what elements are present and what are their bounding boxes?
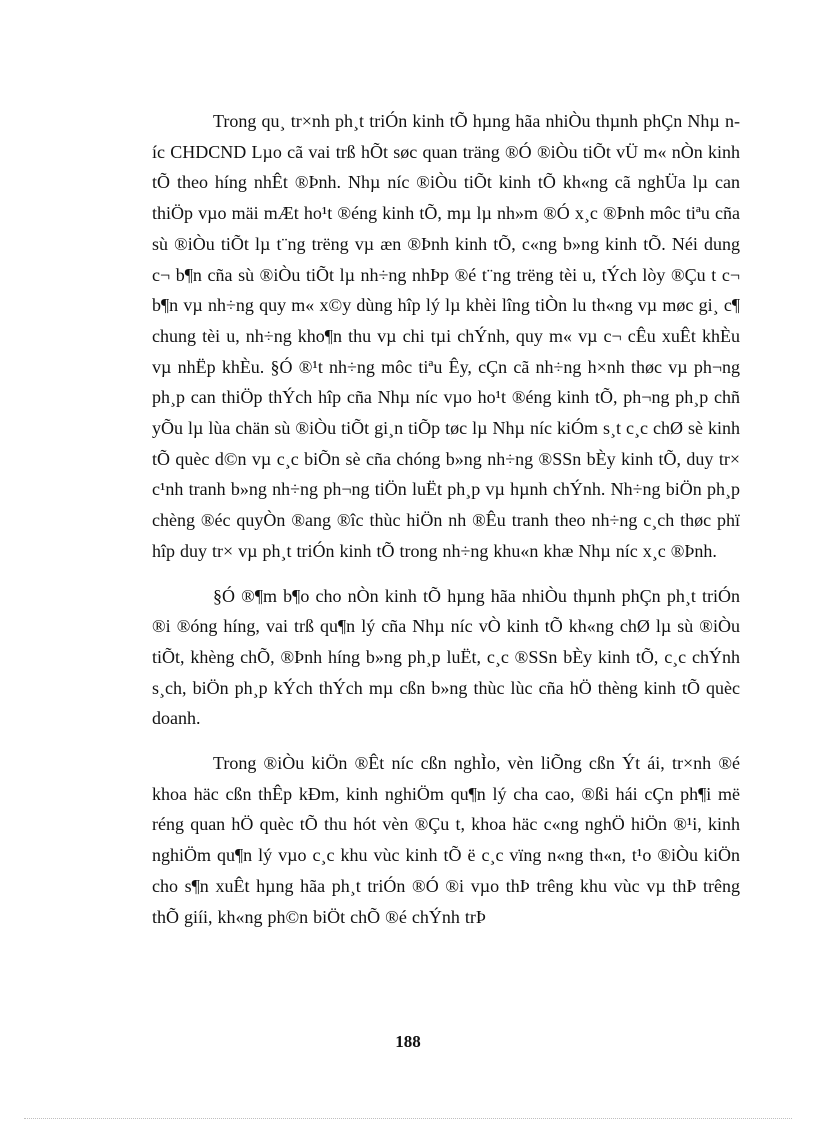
paragraph: Trong qu¸ tr×nh ph¸t triÓn kinh tÕ hµng hãa nhiÒu thµnh phÇn Nhµ níc CHDCND Lµo cã vai trß hÕt søc quan träng ®Ó ®iÒu tiÕt vÜ m« nÒn kinh tÕ theo híng nhÊt ®Þnh. Nhµ níc ®iÒu tiÕt kinh tÕ kh«ng cã nghÜa lµ can thiÖp vµo mäi mÆt ho¹t ®éng kinh tÕ, mµ lµ nh»m ®Ó x¸c ®Þnh môc tiªu cña sù ®iÒu tiÕt lµ t¨ng trëng vµ æn ®Þnh kinh tÕ, c«ng b»ng kinh tÕ. Néi dung c¬ b¶n cña sù ®iÒu tiÕt lµ nh÷ng nhÞp ®é t¨ng trëng tèi u, tÝch lòy ®Çu t c¬ b¶n vµ nh÷ng quy m« x©y dùng hîp lý lµ khèi lîng tiÒn lu th«ng vµ møc gi¸ c¶ chung tèi u, nh÷ng kho¶n thu vµ chi tµi chÝnh, quy m« vµ c¬ cÊu xuÊt khÈu vµ nhËp khÈu. §Ó ®¹t nh÷ng môc tiªu Êy, cÇn cã nh÷ng h×nh thøc vµ ph¬ng ph¸p can thiÖp thÝch hîp cña Nhµ níc vµo ho¹t ®éng kinh tÕ, ph¬ng ph¸p chñ yÕu lµ lùa chän sù ®iÒu tiÕt gi¸n tiÕp tøc lµ Nhµ níc kiÓm s¸t c¸c chØ sè kinh tÕ quèc d©n vµ c¸c biÕn sè cña chóng b»ng nh÷ng ®SSn bÈy kinh tÕ, duy tr× c¹nh tranh b»ng nh÷ng ph¬ng tiÖn luËt ph¸p vµ hµnh chÝnh. Nh÷ng biÖn ph¸p chèng ®éc quyÒn ®ang ®îc thùc hiÖn nh ®Êu tranh theo nh÷ng c¸ch thøc phï hîp duy tr× vµ ph¸t triÓn kinh tÕ trong nh÷ng khu«n khæ Nhµ níc x¸c ®Þnh. [152, 111, 740, 561]
body-text [152, 106, 740, 946]
paragraph: Trong ®iÒu kiÖn ®Êt níc cßn nghÌo, vèn liÕng cßn Ýt ái, tr×nh ®é khoa häc cßn thÊp kÐm, kinh nghiÖm qu¶n lý cha cao, ®ßi hái cÇn ph¶i më réng quan hÖ quèc tÕ thu hót vèn ®Çu t, khoa häc c«ng nghÖ hiÖn ®¹i, kinh nghiÖm qu¶n lý vµo c¸c khu vùc kinh tÕ ë c¸c vïng n«ng th«n, t¹o ®iÒu kiÖn cho s¶n xuÊt hµng hãa ph¸t triÓn ®Ó ®i vµo thÞ trêng khu vùc vµ thÞ trêng thÕ giíi, kh«ng ph©n biÖt chÕ ®é chÝnh trÞ [152, 753, 740, 927]
page-number: 188 [395, 1032, 421, 1051]
bottom-divider [24, 1118, 792, 1119]
paragraph: §Ó ®¶m b¶o cho nÒn kinh tÕ hµng hãa nhiÒu thµnh phÇn ph¸t triÓn ®i ®óng híng, vai trß qu¶n lý cña Nhµ níc vÒ kinh tÕ kh«ng chØ lµ sù ®iÒu tiÕt, khèng chÕ, ®Þnh híng b»ng ph¸p luËt, c¸c ®SSn bÈy kinh tÕ, c¸c chÝnh s¸ch, biÖn ph¸p kÝch thÝch mµ cßn b»ng thùc lùc cña hÖ thèng kinh tÕ quèc doanh. [152, 585, 740, 729]
